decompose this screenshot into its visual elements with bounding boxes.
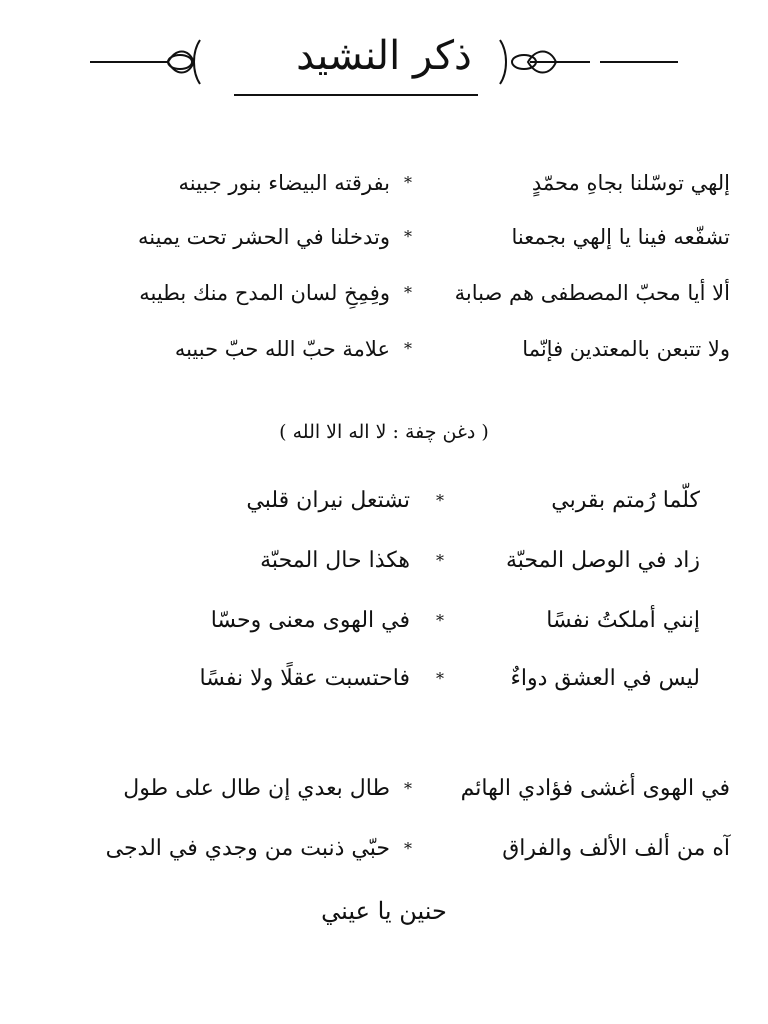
star-separator: * — [404, 339, 412, 358]
closing-line: حنين يا عيني — [321, 897, 447, 925]
verse-right-hemistich: ألا أيا محبّ المصطفى هم صبابة — [454, 281, 730, 305]
verse-left-hemistich: طال بعدي إن طال على طول — [123, 776, 390, 801]
verse-left-hemistich: وفِمِخِ لسان المدح منك بطيبه — [139, 281, 390, 305]
verse-row — [50, 214, 730, 260]
verse-left-hemistich: فاحتسبت عقلًا ولا نفسًا — [199, 666, 410, 691]
verse-row — [50, 766, 730, 812]
star-separator: * — [404, 227, 412, 246]
refrain-note: ( دغن چفة : لا اله الا الله ) — [279, 421, 489, 443]
verse-right-hemistich: ولا تتبعن بالمعتدين فإنّما — [522, 337, 730, 361]
star-separator: * — [404, 839, 412, 858]
verse-left-hemistich: تشتعل نيران قلبي — [246, 488, 410, 513]
verse-right-hemistich: ليس في العشق دواءٌ — [510, 666, 700, 691]
star-separator: * — [404, 283, 412, 302]
verse-right-hemistich: آه من ألف الألف والفراق — [502, 836, 730, 861]
verse-row — [50, 270, 730, 316]
verse-right-hemistich: في الهوى أغشى فؤادي الهائم — [460, 776, 730, 801]
verse-row — [50, 598, 730, 644]
verse-row — [50, 538, 730, 584]
verse-left-hemistich: بفرقته البيضاء بنور جبينه — [178, 171, 390, 195]
verse-row — [50, 656, 730, 702]
verse-left-hemistich: حبّي ذنبت من وجدي في الدجى — [105, 836, 390, 861]
star-separator: * — [436, 551, 444, 570]
title-underline — [234, 94, 478, 96]
verse-left-hemistich: في الهوى معنى وحسّا — [210, 608, 410, 633]
verse-left-hemistich: علامة حبّ الله حبّ حبيبه — [174, 337, 390, 361]
star-separator: * — [436, 669, 444, 688]
verse-right-hemistich: إنني أملكتُ نفسًا — [546, 608, 700, 633]
verse-right-hemistich: كلّما رُمتم بقربي — [551, 488, 700, 513]
verse-left-hemistich: هكذا حال المحبّة — [260, 548, 410, 573]
verse-row — [50, 478, 730, 524]
star-separator: * — [436, 611, 444, 630]
verse-row — [50, 160, 730, 206]
verse-left-hemistich: وتدخلنا في الحشر تحت يمينه — [138, 225, 390, 249]
verse-row — [50, 326, 730, 372]
star-separator: * — [436, 491, 444, 510]
star-separator: * — [404, 779, 412, 798]
verse-right-hemistich: زاد في الوصل المحبّة — [505, 548, 700, 573]
verse-row — [50, 826, 730, 872]
page-title: ذكر النشيد — [296, 33, 472, 79]
verse-right-hemistich: إلهي توسّلنا بجاهِ محمّدٍ — [531, 171, 730, 195]
verse-right-hemistich: تشفّعه فينا يا إلهي بجمعنا — [511, 225, 730, 249]
star-separator: * — [404, 173, 412, 192]
